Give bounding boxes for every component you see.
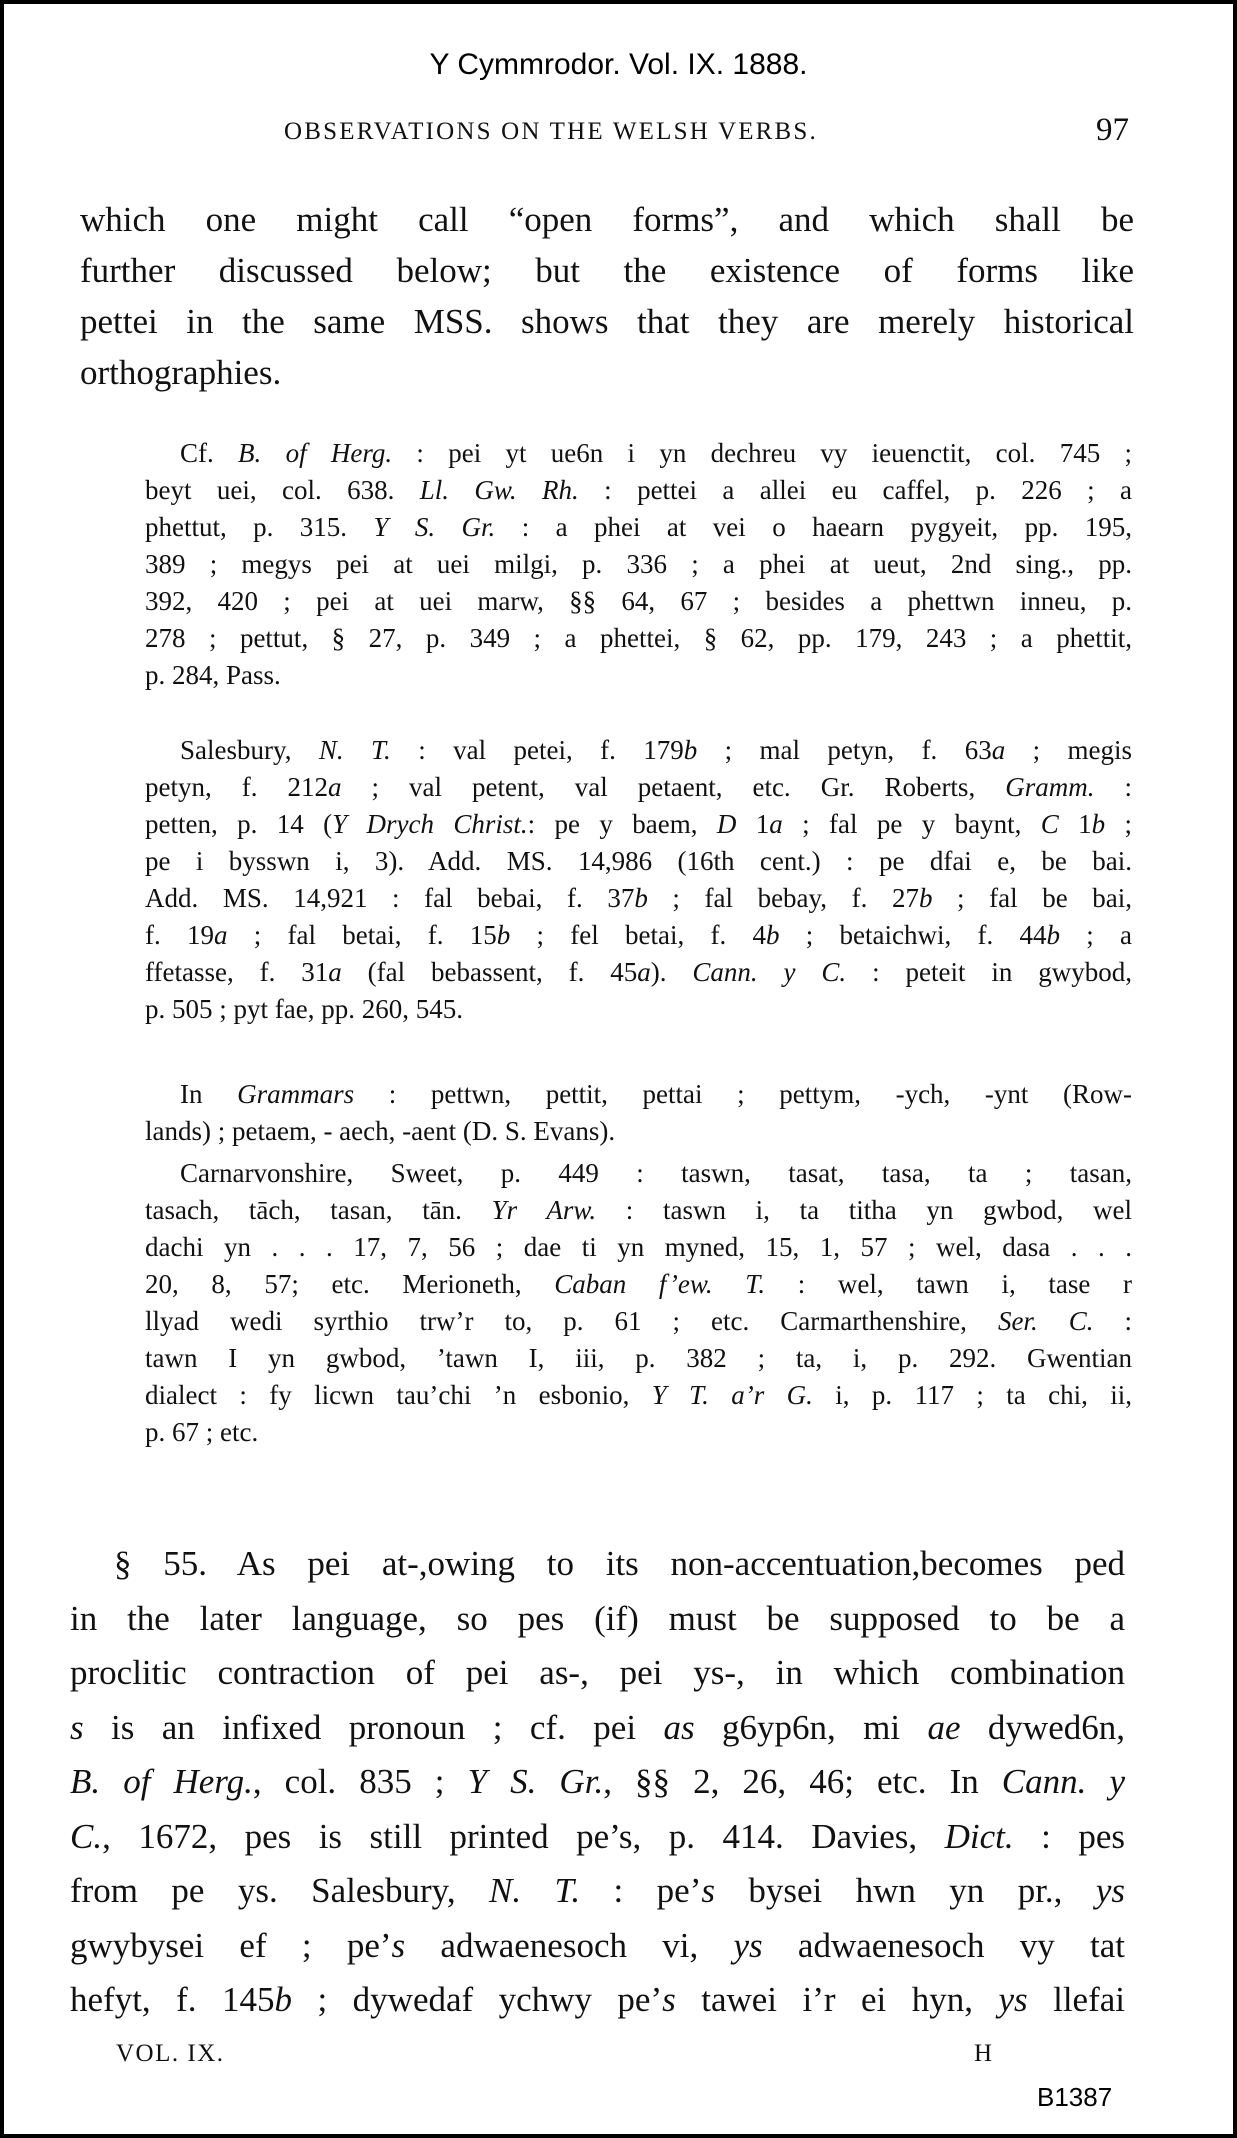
text-run: i, p. 117 ; ta chi, ii, bbox=[812, 1380, 1132, 1410]
text-run: In bbox=[180, 1079, 238, 1109]
text-run: : pe’ bbox=[580, 1871, 702, 1910]
text-run: Cf. bbox=[180, 438, 239, 468]
text-run: phettut, p. 315. bbox=[145, 512, 374, 542]
text-line bbox=[145, 954, 1132, 991]
text-line bbox=[145, 583, 1132, 620]
footer-catalog-code: B1387 bbox=[1037, 2082, 1113, 2112]
text-run: p. 505 ; pyt fae, pp. 260, 545. bbox=[145, 994, 463, 1024]
text-run: Carnarvonshire, Sweet, p. 449 : taswn, tasat, tasa, ta ; tasan, bbox=[180, 1158, 1132, 1188]
note-paragraph-grammars bbox=[145, 1076, 1132, 1150]
text-run: adwaenesoch vi, bbox=[405, 1925, 734, 1965]
text-run: proclitic contraction of pei as-, pei ys-, in which combination bbox=[70, 1653, 1125, 1692]
text-line bbox=[145, 1076, 1132, 1113]
text-line bbox=[70, 1810, 1125, 1865]
italic-text: ys bbox=[1095, 1871, 1125, 1910]
text-line bbox=[145, 732, 1132, 769]
text-run: : bbox=[1093, 1306, 1132, 1336]
text-run: : pettei a allei eu caffel, p. 226 ; a bbox=[578, 475, 1132, 505]
text-run: ; fal bebay, f. 27 bbox=[647, 883, 919, 913]
italic-text: Y Drych Christ. bbox=[332, 809, 528, 839]
text-run: pettei in the same MSS. shows that they are merely historical bbox=[80, 302, 1134, 341]
italic-text: a bbox=[769, 809, 783, 839]
text-run: 392, 420 ; pei at uei marw, §§ 64, 67 ; besides a phettwn inneu, p. bbox=[145, 586, 1132, 616]
italic-text: a bbox=[637, 957, 651, 987]
text-run: bysei hwn yn pr., bbox=[714, 1871, 1096, 1910]
note-paragraph-cf bbox=[145, 435, 1132, 694]
italic-text: s bbox=[391, 1925, 406, 1965]
italic-text: C bbox=[1040, 809, 1059, 839]
text-line bbox=[145, 472, 1132, 509]
text-run: f. 19 bbox=[145, 920, 214, 950]
text-line bbox=[145, 657, 1132, 694]
text-run: ; betaichwi, f. 44 bbox=[779, 920, 1047, 950]
text-run: in the later language, so pes (if) must be supposed to be a bbox=[70, 1598, 1125, 1638]
text-run: , §§ 2, 26, 46; etc. In bbox=[603, 1762, 1002, 1801]
text-line bbox=[70, 1701, 1125, 1756]
italic-text: b bbox=[1046, 920, 1060, 950]
text-run: ; a bbox=[1059, 920, 1132, 950]
text-run: petyn, f. 212 bbox=[145, 772, 328, 802]
text-run: : pei yt ue6n i yn dechreu vy ieuenctit, col. 745 ; bbox=[392, 438, 1132, 468]
text-run: Add. MS. 14,921 : fal bebai, f. 37 bbox=[145, 883, 635, 913]
text-run: tasach, tāch, tasan, tān. bbox=[145, 1195, 492, 1225]
text-line bbox=[145, 991, 1132, 1028]
italic-text: a bbox=[328, 772, 342, 802]
italic-text: as bbox=[663, 1707, 695, 1747]
italic-text: b bbox=[634, 883, 648, 913]
text-run: : taswn i, ta titha yn gwbod, wel bbox=[596, 1195, 1133, 1225]
text-line bbox=[80, 194, 1134, 245]
text-run: ffetasse, f. 31 bbox=[145, 957, 329, 987]
italic-text: ys bbox=[733, 1925, 763, 1965]
text-line bbox=[145, 1377, 1132, 1414]
italic-text: b bbox=[765, 920, 780, 950]
italic-text: b bbox=[1091, 809, 1106, 839]
text-run: p. 284, Pass. bbox=[145, 660, 281, 690]
text-line bbox=[145, 1155, 1132, 1192]
text-run: tawei i’r ei hyn, bbox=[675, 1980, 999, 2019]
text-run: ; megis bbox=[1005, 735, 1132, 765]
section-55-paragraph bbox=[70, 1537, 1125, 2028]
text-run: which one might call “open forms”, and which shall be bbox=[80, 200, 1134, 239]
text-line bbox=[145, 546, 1132, 583]
text-run: dachi yn . . . 17, 7, 56 ; dae ti yn myned, 15, 1, 57 ; wel, dasa . . . bbox=[145, 1232, 1132, 1262]
text-run: ; fal pe y baynt, bbox=[782, 809, 1041, 839]
text-run: : wel, tawn i, tase r bbox=[765, 1269, 1132, 1299]
text-run: ). bbox=[650, 957, 693, 987]
italic-text: b bbox=[496, 920, 511, 950]
text-run: 1 bbox=[736, 809, 770, 839]
text-run: dialect : fy licwn tau’chi ’n esbonio, bbox=[145, 1380, 652, 1410]
text-line bbox=[145, 620, 1132, 657]
italic-text: D bbox=[716, 809, 737, 839]
text-line bbox=[145, 880, 1132, 917]
italic-text: Y S. Gr. bbox=[467, 1762, 604, 1801]
text-run: adwaenesoch vy tat bbox=[762, 1925, 1125, 1965]
text-run: dywed6n, bbox=[960, 1707, 1125, 1747]
text-run: 278 ; pettut, § 27, p. 349 ; a phettei, § 62, pp. 179, 243 ; a phettit, bbox=[145, 623, 1132, 653]
italic-text: C. bbox=[70, 1816, 103, 1856]
italic-text: Dict. bbox=[944, 1816, 1014, 1856]
text-line bbox=[80, 245, 1134, 296]
text-run: : pes bbox=[1013, 1816, 1125, 1856]
text-line bbox=[145, 769, 1132, 806]
text-run: Salesbury, bbox=[180, 735, 319, 765]
text-line bbox=[145, 917, 1132, 954]
italic-text: a bbox=[991, 735, 1006, 765]
text-line bbox=[70, 1646, 1125, 1701]
text-line bbox=[70, 1973, 1125, 2028]
text-run: : pettwn, pettit, pettai ; pettym, -ych, -ynt (Row- bbox=[354, 1079, 1132, 1109]
text-line bbox=[70, 1755, 1125, 1810]
text-run: : pe y baem, bbox=[527, 809, 717, 839]
text-line bbox=[145, 1340, 1132, 1377]
text-line bbox=[145, 1266, 1132, 1303]
note-paragraph-dialects bbox=[145, 1155, 1132, 1451]
text-run: ; mal petyn, f. 63 bbox=[697, 735, 992, 765]
text-run: (fal bebassent, f. 45 bbox=[341, 957, 638, 987]
text-line bbox=[70, 1864, 1125, 1919]
italic-text: a bbox=[214, 920, 228, 950]
footer-signature-mark: H bbox=[974, 2040, 993, 2067]
text-run: : peteit in gwybod, bbox=[846, 957, 1132, 987]
text-run: petten, p. 14 ( bbox=[145, 809, 333, 839]
text-run: pe i bysswn i, 3). Add. MS. 14,986 (16th cent.) : pe dfai e, be bai. bbox=[145, 846, 1132, 876]
text-run: lands) ; petaem, - aech, -aent (D. S. Evans). bbox=[145, 1116, 616, 1146]
footer-volume: VOL. IX. bbox=[116, 2040, 225, 2067]
italic-text: N. T. bbox=[318, 735, 391, 765]
text-run: ; val petent, val petaent, etc. Gr. Roberts, bbox=[341, 772, 1006, 802]
note-paragraph-salesbury bbox=[145, 732, 1132, 1028]
italic-text: a bbox=[328, 957, 342, 987]
italic-text: Cann. y bbox=[1001, 1762, 1125, 1801]
italic-text: Gramm. bbox=[1005, 772, 1095, 802]
text-run: llefai bbox=[1027, 1980, 1125, 2019]
text-run: 1 bbox=[1058, 809, 1092, 839]
italic-text: N. T. bbox=[489, 1871, 581, 1910]
italic-text: b bbox=[683, 735, 698, 765]
italic-text: s bbox=[701, 1871, 715, 1910]
text-line bbox=[70, 1919, 1125, 1974]
journal-stamp: Y Cymmrodor. Vol. IX. 1888. bbox=[429, 48, 808, 81]
text-run: 20, 8, 57; etc. Merioneth, bbox=[145, 1269, 555, 1299]
text-line bbox=[145, 806, 1132, 843]
running-head: OBSERVATIONS ON THE WELSH VERBS. bbox=[284, 118, 818, 145]
text-line bbox=[145, 509, 1132, 546]
text-run: beyt uei, col. 638. bbox=[145, 475, 420, 505]
text-run: llyad wedi syrthio trw’r to, p. 61 ; etc. Carmarthenshire, bbox=[145, 1306, 998, 1336]
italic-text: s bbox=[662, 1980, 676, 2019]
text-line bbox=[145, 1303, 1132, 1340]
italic-text: Y T. a’r G. bbox=[651, 1380, 813, 1410]
text-run: ; dywedaf ychwy pe’ bbox=[292, 1980, 663, 2019]
italic-text: Ll. Gw. Rh. bbox=[419, 475, 579, 505]
text-run: hefyt, f. 145 bbox=[70, 1980, 275, 2019]
text-run: p. 67 ; etc. bbox=[145, 1417, 259, 1447]
text-line bbox=[145, 1192, 1132, 1229]
text-line bbox=[80, 347, 1134, 398]
text-run: is an infixed pronoun ; cf. pei bbox=[83, 1707, 664, 1747]
text-run: 389 ; megys pei at uei milgi, p. 336 ; a phei at ueut, 2nd sing., pp. bbox=[145, 549, 1132, 579]
italic-text: B. of Herg. bbox=[70, 1762, 253, 1801]
text-run: tawn I yn gwbod, ’tawn I, iii, p. 382 ; ta, i, p. 292. Gwentian bbox=[145, 1343, 1132, 1373]
text-run: § 55. As pei at-,owing to its non-accentuation,becomes ped bbox=[114, 1544, 1125, 1583]
italic-text: Yr Arw. bbox=[491, 1195, 597, 1225]
text-run: , 1672, pes is still printed pe’s, p. 414. Davies, bbox=[102, 1816, 945, 1856]
italic-text: ys bbox=[998, 1980, 1028, 2019]
text-run: : val petei, f. 179 bbox=[390, 735, 684, 765]
text-line bbox=[145, 435, 1132, 472]
italic-text: Caban f’ew. T. bbox=[554, 1269, 766, 1299]
text-line bbox=[145, 1414, 1132, 1451]
body-paragraph bbox=[80, 194, 1134, 398]
text-run: , col. 835 ; bbox=[252, 1762, 468, 1801]
italic-text: b bbox=[918, 883, 933, 913]
text-run: from pe ys. Salesbury, bbox=[70, 1871, 490, 1910]
text-run: orthographies. bbox=[80, 353, 282, 392]
text-line bbox=[145, 1229, 1132, 1266]
italic-text: s bbox=[70, 1707, 84, 1747]
text-run: ; fel betai, f. 4 bbox=[510, 920, 766, 950]
text-run: further discussed below; but the existence of forms like bbox=[80, 251, 1134, 290]
italic-text: Grammars bbox=[237, 1079, 355, 1109]
italic-text: ae bbox=[927, 1707, 961, 1747]
text-run: ; fal betai, f. 15 bbox=[227, 920, 497, 950]
text-line bbox=[70, 1592, 1125, 1647]
text-line bbox=[80, 296, 1134, 347]
italic-text: b bbox=[274, 1980, 293, 2019]
italic-text: Y S. Gr. bbox=[373, 512, 496, 542]
text-run: : bbox=[1094, 772, 1132, 802]
italic-text: Cann. y C. bbox=[692, 957, 847, 987]
text-line bbox=[145, 1113, 1132, 1150]
text-run: : a phei at vei o haearn pygyeit, pp. 195, bbox=[495, 512, 1132, 542]
page-number: 97 bbox=[1096, 112, 1129, 148]
text-run: ; fal be bai, bbox=[932, 883, 1132, 913]
italic-text: B. of Herg. bbox=[238, 438, 393, 468]
text-line bbox=[70, 1537, 1125, 1592]
text-run: g6yp6n, mi bbox=[694, 1707, 928, 1747]
text-line bbox=[145, 843, 1132, 880]
text-run: gwybysei ef ; pe’ bbox=[70, 1925, 392, 1965]
italic-text: Ser. C. bbox=[997, 1306, 1094, 1336]
text-run: ; bbox=[1105, 809, 1133, 839]
